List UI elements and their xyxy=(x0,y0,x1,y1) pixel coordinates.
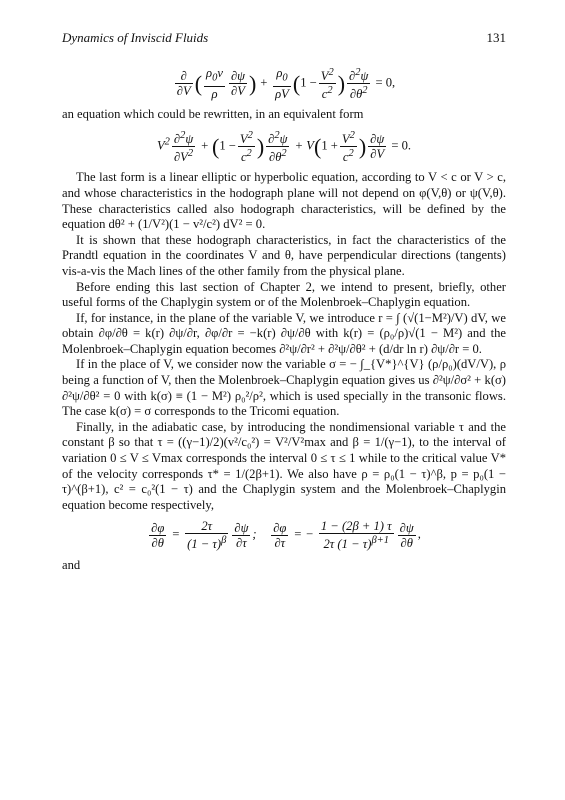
page xyxy=(62,0,506,800)
paragraph-1: an equation which could be rewritten, in an equivalent form xyxy=(62,107,364,122)
paragraph-5: If, for instance, in the plane of the variable V, we introduce r = ∫ (√(1−M²)/V) dV, we obtain ∂φ/∂θ = k(r) ∂ψ/∂r, ∂φ/∂r = −k(r) ∂ψ/∂θ with k(r) = (ρ₀/ρ)√(1 − M²) and the Molenbroek–Chaplygin equation becomes ∂²ψ/∂r² + ∂²ψ/∂θ² + (d/dr ln r) ∂ψ/∂r = 0. xyxy=(62,310,506,356)
paragraph-6: If in the place of V, we consider now the variable σ = − ∫_{V*}^{V} (ρ/ρ₀)(dV/V), ρ being a function of V, then the Molenbroek–Chaplygin equation gives us ∂²ψ/∂σ² + k(σ) ∂²ψ/∂θ² = 0 with k(σ) ≡ (1 − M²) ρ₀²/ρ², which is used specially in the transonic flows. The case k(σ) = σ corresponds to the Tricomi equation. xyxy=(62,357,506,419)
paragraph-7: Finally, in the adiabatic case, by introducing the nondimensional variable τ and the constant β so that τ = ((γ−1)/2)(v²/c₀²) = V²/V²max and β = 1/(γ−1), to the interval of variation 0 ≤ V ≤ Vmax corresponds the interval 0 ≤ τ ≤ 1 while to the critical value V* of the velocity corresponds τ* = 1/(2β+1). We also have ρ = ρ₀(1 − τ)^β, p = p₀(1 − τ)^(β+1), c² = c₀²(1 − τ) and the Chaplygin system and the Molenbroek–Chaplygin equation become respectively, xyxy=(62,419,506,512)
paragraph-2: The last form is a linear elliptic or hyperbolic equation, according to V < c or V > c, and whose characteristics in the hodograph plane will not depend on φ(V,θ) or ψ(V,θ). These characteristics called also hodograph characteristics, will be defined by the equation dθ² + (1/V²)(1 − v²/c²) dV² = 0. xyxy=(62,170,506,232)
running-header xyxy=(62,30,506,48)
page-number: 131 xyxy=(486,30,506,45)
equation-2: $V^2$ $\frac{\partial^2\psi}{\partial V^2}$ + (1 − $\frac{V^2}{c^2}$ ) $\frac{\partial^2\psi}{\partial\theta^2}$ + V(1 + $\frac{V^2}{c^2}$ ) $\frac{\partial\psi}{\partial V}$ = 0. xyxy=(156,129,412,165)
equation-3: $\frac{\partial\varphi}{\partial\theta}$ = $\frac{2\tau}{(1 - \tau)^\beta}$ $\frac{\partial\psi}{\partial\tau}$ ; $\frac{\partial\varphi}{\partial\tau}$ = − $\frac{1 - (2\beta + 1) \tau}{2\tau (1 - \tau)^{\beta+1}}$ $\frac{\partial\psi}{\partial\theta}$ , xyxy=(151,519,421,552)
header-title: Dynamics of Inviscid Fluids xyxy=(62,30,209,45)
paragraph-3: It is shown that these hodograph characteristics, in fact the characteristics of the Prandtl equation in the coordinates V and θ, have perpendicular directions (tangents) vis-a-vis the Mach lines of the other family from the physical plane. xyxy=(62,232,506,278)
paragraph-8: and xyxy=(62,557,81,572)
page-body xyxy=(62,60,506,573)
equation-1: $\frac{\partial}{\partial V}$ ( $\frac{\rho_0v}{\rho}$ $\frac{\partial\psi}{\partial V}$ ) + $\frac{\rho_0}{\rho V}$ (1 − $\frac{V^2}{c^2}$ ) $\frac{\partial^2\psi}{\partial\theta^2}$ = 0, xyxy=(176,66,396,102)
paragraph-4: Before ending this last section of Chapter 2, we intend to present, briefly, other useful forms of the Chaplygin system or of the Molenbroek–Chaplygin equation. xyxy=(62,279,506,310)
